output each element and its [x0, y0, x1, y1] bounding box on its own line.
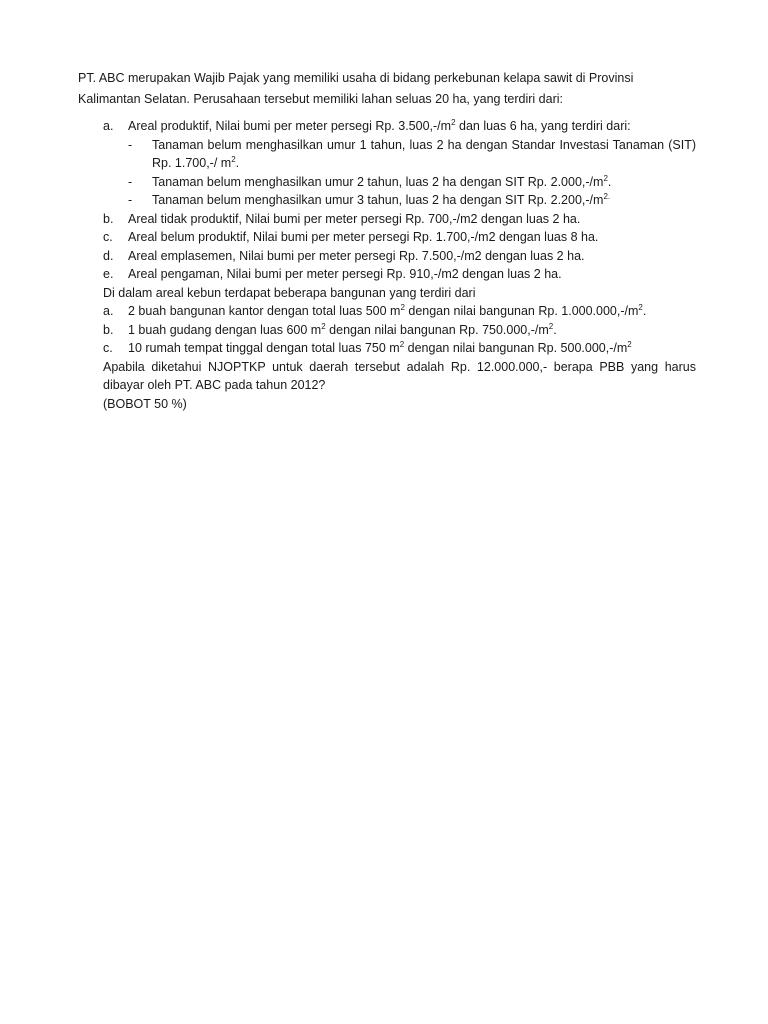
areal-item-c: [103, 228, 696, 247]
intro-paragraph: [78, 68, 696, 110]
bangunan-tail: dengan nilai bangunan Rp. 1.000.000,-/m: [404, 304, 639, 318]
superscript: 2: [399, 340, 405, 349]
list-marker: b.: [103, 211, 114, 226]
list-marker: c.: [103, 341, 113, 355]
dash-marker: -: [128, 137, 133, 152]
superscript: 2: [451, 118, 456, 127]
areal-sublist-wrap: [103, 136, 696, 210]
sub-item-3: [128, 191, 696, 210]
areal-tail: dan luas 6 ha, yang terdiri dari:: [455, 119, 631, 133]
list-marker: d.: [103, 248, 114, 263]
sub-text: Tanaman belum menghasilkan umur 2 tahun, luas 2 ha dengan SIT Rp. 2.000,-/m: [152, 174, 604, 189]
superscript: 2: [400, 303, 405, 312]
sub-text: Tanaman belum menghasilkan umur 3 tahun, luas 2 ha dengan SIT Rp. 2.200,-/m: [152, 193, 604, 207]
bangunan-text: 1 buah gudang dengan luas 600 m: [128, 322, 322, 337]
bangunan-tail-2: .: [642, 304, 647, 318]
list-marker: a.: [103, 304, 114, 318]
dash-marker: -: [128, 193, 133, 207]
areal-text: Areal produktif, Nilai bumi per meter persegi Rp. 3.500,-/m: [128, 119, 452, 133]
sub-tail: .: [235, 156, 240, 170]
bangunan-item-a: [103, 302, 696, 321]
superscript: 2: [231, 155, 236, 164]
bangunan-tail-2: .: [553, 322, 557, 337]
superscript: 2: [603, 173, 608, 183]
sub-item-2: [128, 173, 696, 192]
areal-text: Areal emplasemen, Nilai bumi per meter persegi Rp. 7.500,-/m2 dengan luas 2 ha.: [128, 248, 585, 263]
list-marker: b.: [103, 322, 114, 337]
superscript: 2: [627, 340, 632, 349]
bangunan-text: 10 rumah tempat tinggal dengan total luas 750 m: [128, 341, 400, 355]
question-paragraph: Apabila diketahui NJOPTKP untuk daerah tersebut adalah Rp. 12.000.000,- berapa PBB yang harus dibayar oleh PT. ABC pada tahun 2012?: [103, 359, 696, 392]
areal-text: Areal belum produktif, Nilai bumi per meter persegi Rp. 1.700,-/m2 dengan luas 8 ha.: [128, 230, 599, 244]
areal-item-a: [103, 117, 696, 136]
superscript: 2.: [603, 192, 611, 201]
sub-tail: .: [607, 174, 612, 189]
document-content: [78, 68, 696, 413]
sub-item-1: [128, 136, 696, 173]
areal-sublist: [128, 136, 696, 210]
bangunan-intro: Di dalam areal kebun terdapat beberapa bangunan yang terdiri dari: [103, 285, 476, 300]
areal-list: [103, 117, 696, 284]
bangunan-text: 2 buah bangunan kantor dengan total luas 500 m: [128, 304, 401, 318]
areal-item-e: [103, 265, 696, 284]
sub-text: Tanaman belum menghasilkan umur 1 tahun, luas 2 ha dengan Standar Investasi Tanaman (SIT) Rp. 1.700,-/ m: [152, 137, 696, 170]
areal-text: Areal pengaman, Nilai bumi per meter persegi Rp. 910,-/m2 dengan luas 2 ha.: [128, 267, 562, 281]
areal-text: Areal tidak produktif, Nilai bumi per meter persegi Rp. 700,-/m2 dengan luas 2 ha.: [128, 211, 581, 226]
areal-item-d: [103, 247, 696, 266]
superscript: 2: [638, 303, 643, 312]
list-marker: a.: [103, 119, 114, 133]
intro-line-2: Kalimantan Selatan. Perusahaan tersebut memiliki lahan seluas 20 ha, yang terdiri dari:: [78, 92, 563, 106]
superscript: 2: [548, 321, 554, 331]
areal-item-b: [103, 210, 696, 229]
bangunan-item-b: [103, 321, 696, 340]
dash-marker: -: [128, 174, 133, 189]
bangunan-list: [103, 302, 696, 358]
list-marker: c.: [103, 230, 113, 244]
superscript: 2: [321, 321, 326, 331]
bangunan-tail: dengan nilai bangunan Rp. 500.000,-/m: [404, 341, 628, 355]
list-marker: e.: [103, 267, 114, 281]
bobot-label: (BOBOT 50 %): [103, 396, 187, 411]
bangunan-item-c: [103, 339, 696, 358]
intro-line-1: PT. ABC merupakan Wajib Pajak yang memiliki usaha di bidang perkebunan kelapa sawit di Provinsi: [78, 71, 634, 85]
bangunan-tail: dengan nilai bangunan Rp. 750.000,-/m: [325, 322, 549, 337]
